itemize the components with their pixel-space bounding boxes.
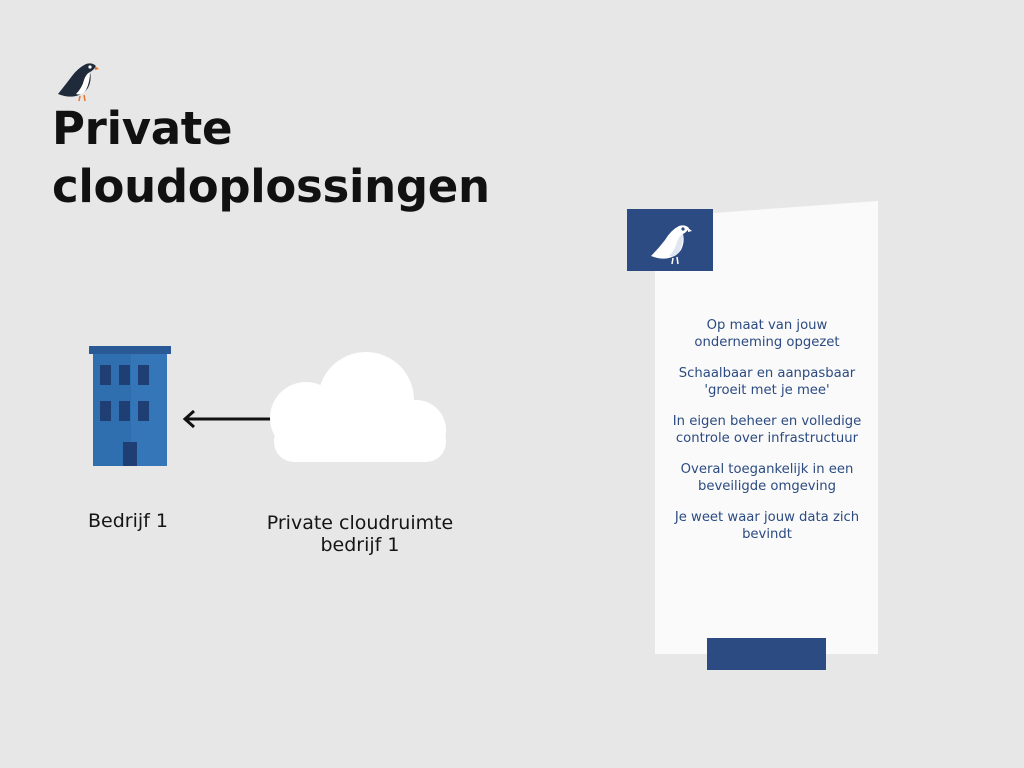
- feature-text-line: controle over infrastructuur: [675, 430, 859, 446]
- cloud-icon: [266, 348, 450, 462]
- private-cloud-label: [248, 512, 472, 556]
- page-title-line-1: Private: [52, 102, 233, 155]
- feature-item: [660, 462, 874, 495]
- feature-text-line: bevindt: [742, 526, 792, 542]
- page-title-line-2: cloudoplossingen: [52, 160, 490, 213]
- feature-text-line: Schaalbaar en aanpasbaar: [678, 366, 856, 381]
- feature-text-line: onderneming opgezet: [694, 334, 840, 350]
- page-title: [52, 100, 490, 216]
- panel-footer-bar: [707, 638, 826, 670]
- puffin-logo-icon: [52, 54, 100, 102]
- feature-text-line: 'groeit met je mee': [704, 382, 830, 398]
- feature-list: [660, 318, 874, 558]
- office-building-icon: [89, 346, 171, 466]
- feature-item: [660, 414, 874, 447]
- feature-text-line: beveiligde omgeving: [697, 478, 837, 494]
- puffin-icon: [647, 214, 693, 266]
- feature-text-line: Je weet waar jouw data zich: [674, 510, 860, 525]
- feature-item: [660, 510, 874, 543]
- panel-badge: [627, 209, 713, 271]
- private-cloud-label-line-1: Private cloudruimte: [266, 512, 454, 534]
- feature-text-line: In eigen beheer en volledige: [672, 414, 862, 429]
- feature-item: [660, 366, 874, 399]
- company-label: Bedrijf 1: [88, 510, 168, 532]
- feature-text-line: Op maat van jouw: [706, 318, 828, 333]
- feature-text-line: Overal toegankelijk in een: [680, 462, 854, 477]
- feature-item: [660, 318, 874, 351]
- private-cloud-label-line-2: bedrijf 1: [320, 534, 400, 556]
